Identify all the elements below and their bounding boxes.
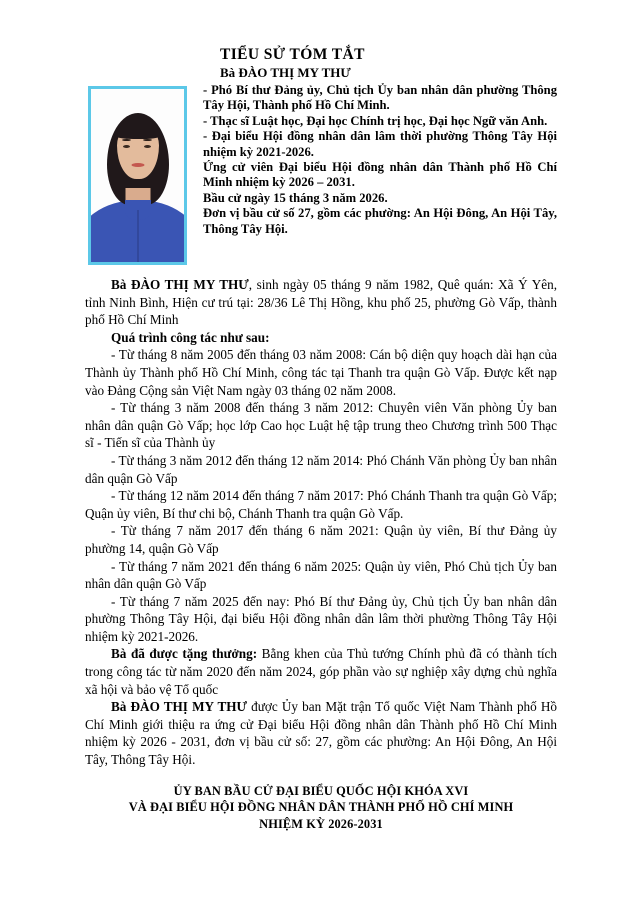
document-content bbox=[85, 46, 557, 832]
eyebrow-right bbox=[143, 139, 152, 141]
nomination-text: được Ủy ban Mặt trận Tổ quốc Việt Nam Thành phố Hồ Chí Minh giới thiệu ra ứng cử Đại biểu Hội đồng nhân dân Thành phố Hồ Chí Minh nhiệm kỳ 2026 - 2031, đơn vị bầu cử số: 27, gồm các phường: An Hội Đông, An Hội Tây, Thông Tây Hội. bbox=[85, 699, 557, 768]
career-item: - Từ tháng 7 năm 2021 đến tháng 6 năm 2025: Quận ủy viên, Phó Chủ tịch Ủy ban nhân dân quận Gò Vấp bbox=[85, 558, 557, 592]
heading-block bbox=[203, 46, 557, 237]
career-item: - Từ tháng 3 năm 2008 đến tháng 3 năm 2012: Chuyên viên Văn phòng Ủy ban nhân dân quận Gò Vấp; học lớp Cao học Luật hệ tập trung theo Chương trình 500 Thạc sĩ - Tiến sĩ của Thành ủy bbox=[85, 400, 557, 451]
header-line-candidate: Ứng cử viên Đại biểu Hội đồng nhân dân Thành phố Hồ Chí Minh nhiệm kỳ 2026 – 2031. bbox=[203, 160, 557, 190]
portrait-photo bbox=[88, 86, 187, 265]
career-item: - Từ tháng 7 năm 2025 đến nay: Phó Bí thư Đảng ủy, Chủ tịch Ủy ban nhân dân phường Thông Tây Hội, đại biểu Hội đồng nhân dân lâm thời phường Thông Tây Hội nhiệm kỳ 2021-2026. bbox=[85, 593, 557, 644]
header-section bbox=[85, 46, 557, 268]
intro-paragraph bbox=[85, 276, 557, 329]
intro-subject-name: Bà ĐÀO THỊ MY THƯ bbox=[111, 277, 249, 292]
collar-seam bbox=[137, 210, 139, 262]
footer-line-3: NHIỆM KỲ 2026-2031 bbox=[259, 816, 383, 831]
nomination-paragraph bbox=[85, 698, 557, 768]
mouth-shape bbox=[131, 163, 144, 167]
awards-paragraph bbox=[85, 645, 557, 698]
career-item: - Từ tháng 8 năm 2005 đến tháng 03 năm 2008: Cán bộ diện quy hoạch dài hạn của Thành ủy Thành phố Hồ Chí Minh, công tác tại Thanh tra quận Gò Vấp. Được kết nạp vào Đảng Cộng sản Việt Nam ngày 03 tháng 02 năm 2008. bbox=[85, 347, 557, 398]
document-title: TIỂU SỬ TÓM TẮT bbox=[220, 46, 365, 63]
portrait-photo-inner bbox=[91, 89, 184, 262]
career-item: - Từ tháng 7 năm 2017 đến tháng 6 năm 2021: Quận ủy viên, Bí thư Đảng ủy phường 14, quận Gò Vấp bbox=[85, 523, 557, 556]
career-item: - Từ tháng 12 năm 2014 đến tháng 7 năm 2017: Phó Chánh Thanh tra quận Gò Vấp; Quận ủy viên, Bí thư chi bộ, Chánh Thanh tra quận Gò Vấp. bbox=[85, 488, 557, 521]
subject-name-heading: Bà ĐÀO THỊ MY THƯ bbox=[220, 65, 351, 80]
awards-label: Bà đã được tặng thưởng: bbox=[111, 646, 258, 662]
header-line-constituency: Đơn vị bầu cử số 27, gồm các phường: An Hội Đông, An Hội Tây, Thông Tây Hội. bbox=[203, 206, 557, 236]
footer-line-2: VÀ ĐẠI BIỂU HỘI ĐỒNG NHÂN DÂN THÀNH PHỐ HỒ CHÍ MINH bbox=[128, 800, 514, 815]
header-line-delegate: - Đại biểu Hội đồng nhân dân lâm thời phường Thông Tây Hội nhiệm kỳ 2021-2026. bbox=[203, 129, 557, 159]
awards-text: Bằng khen của Thủ tướng Chính phủ đã có thành tích trong công tác từ năm 2020 đến năm 2024, góp phần vào sự nghiệp xây dựng chủ nghĩa xã hội và bảo vệ Tổ quốc bbox=[85, 646, 557, 697]
body-section bbox=[85, 276, 557, 769]
eye-right bbox=[144, 145, 151, 148]
footer-section bbox=[85, 783, 557, 833]
eye-left bbox=[123, 145, 130, 148]
header-line-position: - Phó Bí thư Đảng ủy, Chủ tịch Ủy ban nhân dân phường Thông Tây Hội, Thành phố Hồ Chí Minh. bbox=[203, 83, 557, 113]
eyebrow-left bbox=[122, 139, 131, 141]
career-heading-text: Quá trình công tác như sau: bbox=[111, 329, 270, 345]
career-item: - Từ tháng 3 năm 2012 đến tháng 12 năm 2014: Phó Chánh Văn phòng Ủy ban nhân dân quận Gò Vấp bbox=[85, 452, 557, 486]
career-heading bbox=[85, 329, 557, 347]
nomination-subject-name: Bà ĐÀO THỊ MY THƯ bbox=[111, 699, 248, 715]
header-line-election-date: Bầu cử ngày 15 tháng 3 năm 2026. bbox=[203, 190, 388, 205]
header-line-education: - Thạc sĩ Luật học, Đại học Chính trị học, Đại học Ngữ văn Anh. bbox=[203, 113, 548, 128]
intro-details: , sinh ngày 05 tháng 9 năm 1982, Quê quán: Xã Ý Yên, tỉnh Ninh Bình, Hiện cư trú tại: 28/36 Lê Thị Hồng, khu phố 25, phường Gò Vấp, thành phố Hồ Chí Minh bbox=[85, 277, 557, 328]
footer-line-1: ỦY BAN BẦU CỬ ĐẠI BIỂU QUỐC HỘI KHÓA XVI bbox=[173, 783, 469, 798]
